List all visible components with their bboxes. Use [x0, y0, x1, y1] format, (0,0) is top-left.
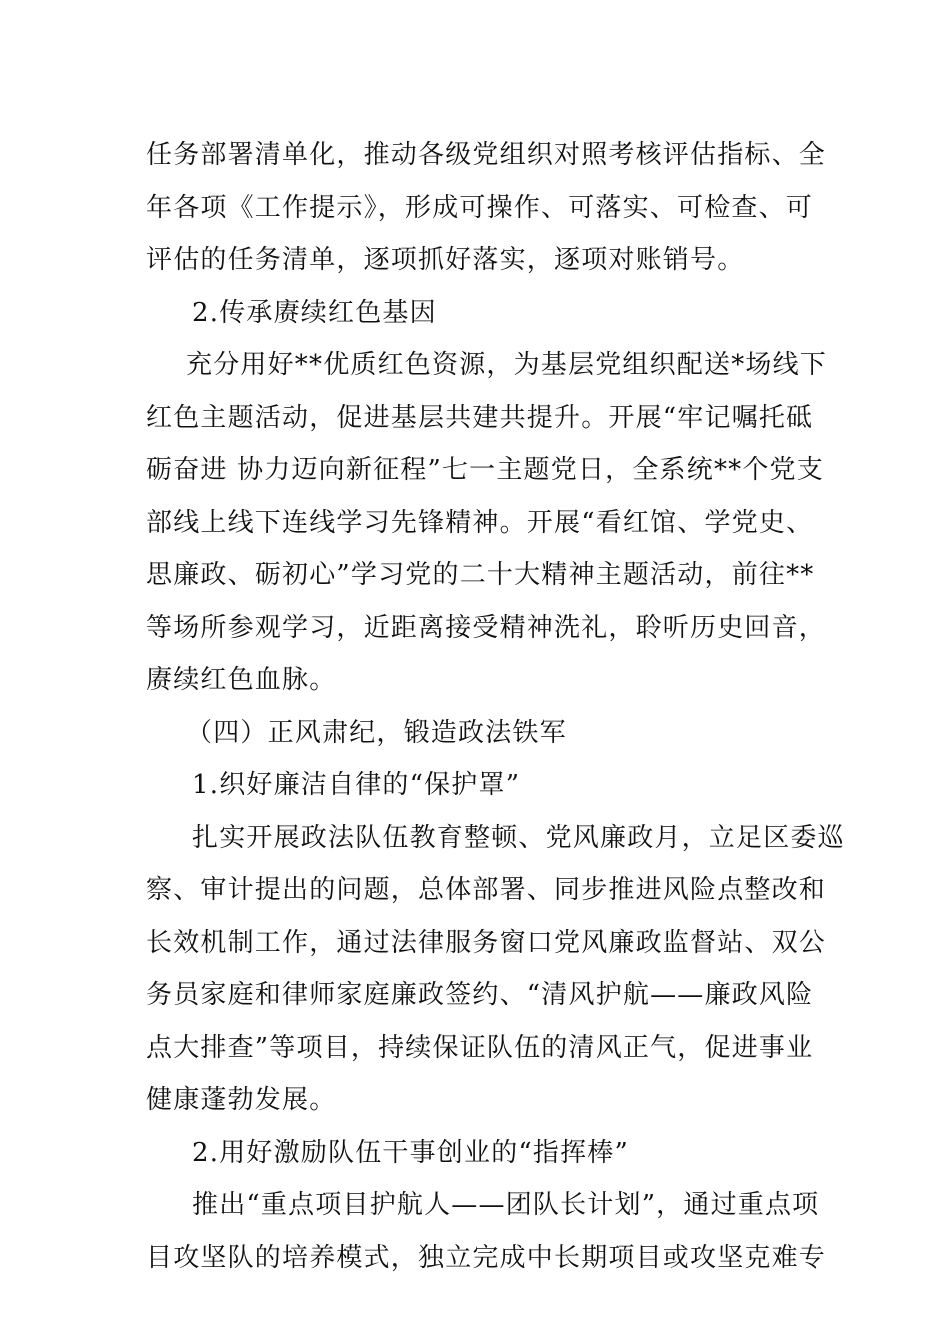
document-page: [146, 129, 845, 1284]
text-line: 推出“重点项目护航人——团队长计划”，通过重点项: [192, 1190, 820, 1220]
heading-section-four: [146, 707, 814, 760]
text-line: 察、审计提出的问题，总体部署、同步推进风险点整改和: [146, 875, 827, 905]
text-line: 务员家庭和律师家庭廉政签约、“清风护航——廉政风险: [146, 980, 814, 1010]
text-line: 扎实开展政法队伍教育整顿、党风廉政月，立足区委巡: [192, 822, 845, 853]
text-line: 健康蓬勃发展。: [146, 1085, 337, 1115]
text-line: 等场所参观学习，近距离接受精神洗礼，聆听历史回音，: [146, 612, 827, 643]
text-line: 赓续红色血脉。: [146, 665, 337, 695]
para-red-resources: [146, 339, 828, 707]
text-line: 充分用好**优质红色资源，为基层党组织配送*场线下: [186, 350, 828, 380]
text-line: 砺奋进 协力迈向新征程”七一主题党日，全系统**个党支: [146, 455, 824, 485]
text-line: 思廉政、砺初心”学习党的二十大精神主题活动，前往**: [146, 560, 815, 590]
text-line: 评估的任务清单，逐项抓好落实，逐项对账销号。: [146, 245, 745, 275]
para-task-list: [146, 129, 827, 287]
section-heading: （四）正风肃纪，锻造政法铁军: [186, 717, 567, 748]
text-line: 部线上线下连线学习先锋精神。开展“看红馆、学党史、: [146, 507, 814, 538]
text-line: 长效机制工作，通过法律服务窗口党风廉政监督站、双公: [146, 927, 827, 958]
heading-integrity-shield: [146, 759, 814, 812]
section-heading: 2.用好激励队伍干事创业的“指挥棒”: [192, 1137, 629, 1168]
section-heading: 2.传承赓续红色基因: [192, 297, 437, 328]
text-line: 年各项《工作提示》，形成可操作、可落实、可检查、可: [146, 192, 814, 223]
para-integrity: [146, 812, 845, 1127]
para-key-projects: [146, 1179, 827, 1284]
text-line: 目攻坚队的培养模式，独立完成中长期项目或攻坚克难专: [146, 1242, 827, 1273]
section-heading: 1.织好廉洁自律的“保护罩”: [192, 770, 521, 800]
text-line: 点大排查”等项目，持续保证队伍的清风正气，促进事业: [146, 1032, 814, 1063]
heading-incentive-baton: [146, 1127, 814, 1180]
text-line: 任务部署清单化，推动各级党组织对照考核评估指标、全: [146, 140, 827, 170]
heading-red-gene: [146, 287, 814, 340]
text-line: 红色主题活动，促进基层共建共提升。开展“牢记嘱托砥: [146, 402, 814, 433]
